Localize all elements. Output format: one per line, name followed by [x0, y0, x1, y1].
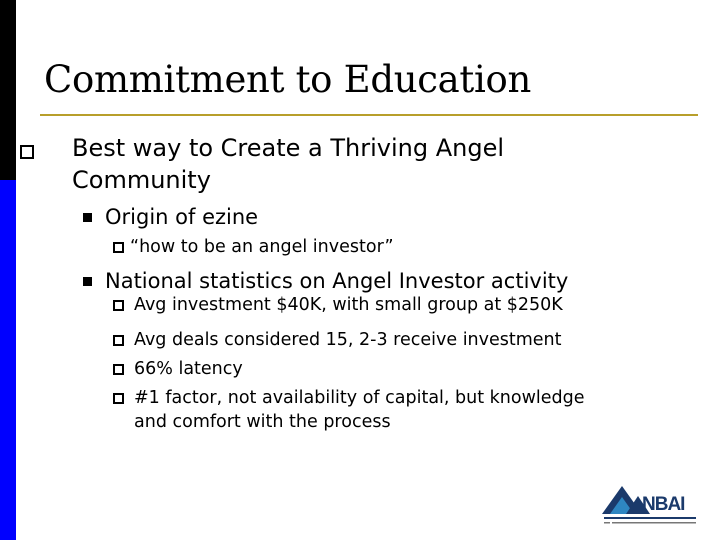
left-bar-blue — [0, 180, 16, 540]
slide-title: Commitment to Education — [44, 58, 532, 101]
title-divider — [40, 114, 698, 116]
stat-item: 66% latency — [134, 359, 243, 379]
bullet-text-continuation: Community — [72, 166, 211, 194]
nbai-logo — [600, 482, 700, 528]
left-bar-black — [0, 0, 16, 180]
stat-item-continuation: and comfort with the process — [134, 412, 391, 432]
hollow-square-bullet-icon — [20, 145, 34, 159]
stat-item: Avg deals considered 15, 2-3 receive investment — [134, 330, 562, 350]
stat-item: Avg investment $40K, with small group at $250K — [134, 295, 563, 315]
hollow-square-bullet-icon — [113, 300, 124, 311]
subsubitem-origin: “how to be an angel investor” — [130, 237, 394, 257]
hollow-square-bullet-icon — [113, 393, 124, 404]
stat-item: #1 factor, not availability of capital, but knowledge — [134, 388, 585, 408]
hollow-square-bullet-icon — [113, 242, 124, 253]
filled-square-bullet-icon — [83, 213, 92, 222]
hollow-square-bullet-icon — [113, 364, 124, 375]
filled-square-bullet-icon — [83, 277, 92, 286]
bullet-text: Best way to Create a Thriving Angel — [72, 134, 505, 162]
logo-wordmark: NBAI — [642, 494, 685, 515]
subitem-statistics: National statistics on Angel Investor activity — [105, 269, 569, 293]
hollow-square-bullet-icon — [113, 335, 124, 346]
subitem-origin: Origin of ezine — [105, 205, 259, 229]
